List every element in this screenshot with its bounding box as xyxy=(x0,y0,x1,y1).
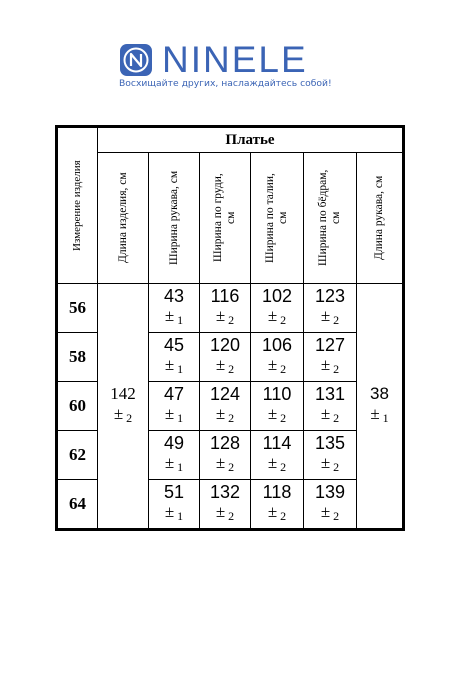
cell-tolerance xyxy=(304,355,356,379)
plus-minus-sign: ± xyxy=(320,306,331,325)
cell-tolerance xyxy=(251,453,303,477)
table-title: Платье xyxy=(98,128,403,153)
cell-value: 45 xyxy=(163,335,185,355)
tolerance-value: 2 xyxy=(280,362,287,376)
tolerance-value: 1 xyxy=(177,509,184,523)
table-cell xyxy=(251,431,304,480)
cell-value: 106 xyxy=(261,335,293,355)
plus-minus-sign: ± xyxy=(320,404,331,423)
tolerance-value: 1 xyxy=(382,411,389,425)
cell-tolerance xyxy=(149,404,199,428)
plus-minus-sign: ± xyxy=(267,306,278,325)
cell-value: 142 xyxy=(110,384,136,403)
cell-tolerance xyxy=(149,453,199,477)
table-cell xyxy=(149,382,200,431)
tolerance-value: 2 xyxy=(280,313,287,327)
cell-tolerance xyxy=(200,453,250,477)
plus-minus-sign: ± xyxy=(164,355,175,374)
corner-header xyxy=(58,128,98,284)
size-label: 60 xyxy=(58,382,98,431)
size-table xyxy=(57,127,403,529)
tolerance-value: 2 xyxy=(228,362,235,376)
cell-value: 139 xyxy=(314,482,346,502)
tolerance-value: 2 xyxy=(280,411,287,425)
cell-tolerance xyxy=(98,404,148,428)
column-header xyxy=(251,153,304,284)
plus-minus-sign: ± xyxy=(215,355,226,374)
table-cell xyxy=(149,431,200,480)
size-label: 62 xyxy=(58,431,98,480)
cell-tolerance xyxy=(200,502,250,526)
plus-minus-sign: ± xyxy=(215,502,226,521)
brand-tagline: Восхищайте других, наслаждайтесь собой! xyxy=(119,78,332,89)
cell-value: 124 xyxy=(209,384,241,404)
tolerance-value: 2 xyxy=(280,509,287,523)
plus-minus-sign: ± xyxy=(267,502,278,521)
plus-minus-sign: ± xyxy=(370,404,380,423)
table-cell xyxy=(200,284,251,333)
table-cell xyxy=(251,480,304,529)
cell-tolerance xyxy=(200,404,250,428)
table-cell xyxy=(200,431,251,480)
tolerance-value: 1 xyxy=(177,313,184,327)
brand-logo xyxy=(118,39,348,92)
table-cell xyxy=(251,333,304,382)
tolerance-value: 2 xyxy=(228,411,235,425)
tolerance-value: 2 xyxy=(126,411,133,425)
column-header xyxy=(357,153,403,284)
brand-name: NINELE xyxy=(162,39,308,80)
cell-tolerance xyxy=(251,306,303,330)
plus-minus-sign: ± xyxy=(215,404,226,423)
table-cell xyxy=(304,480,357,529)
plus-minus-sign: ± xyxy=(164,502,175,521)
plus-minus-sign: ± xyxy=(164,404,175,423)
cell-tolerance xyxy=(149,306,199,330)
corner-label: Измерение изделия xyxy=(71,160,83,251)
table-cell xyxy=(200,480,251,529)
table-cell xyxy=(251,382,304,431)
plus-minus-sign: ± xyxy=(215,453,226,472)
cell-tolerance xyxy=(200,306,250,330)
tolerance-value: 2 xyxy=(280,460,287,474)
table-cell xyxy=(304,382,357,431)
cell-tolerance xyxy=(304,404,356,428)
table-cell xyxy=(251,284,304,333)
table-cell xyxy=(149,333,200,382)
cell-value: 135 xyxy=(314,433,346,453)
cell-value: 110 xyxy=(262,384,292,404)
plus-minus-sign: ± xyxy=(267,404,278,423)
table-cell xyxy=(200,382,251,431)
plus-minus-sign: ± xyxy=(320,502,331,521)
cell-tolerance xyxy=(149,355,199,379)
tolerance-value: 1 xyxy=(177,411,184,425)
tolerance-value: 2 xyxy=(228,313,235,327)
cell-value: 131 xyxy=(314,384,346,404)
column-header-label: Ширина по талии, см xyxy=(264,173,289,263)
tolerance-value: 2 xyxy=(333,313,340,327)
tolerance-value: 2 xyxy=(333,460,340,474)
plus-minus-sign: ± xyxy=(113,404,124,423)
column-header-label: Длина рукава, см xyxy=(373,175,385,261)
size-label: 58 xyxy=(58,333,98,382)
tolerance-value: 1 xyxy=(177,460,184,474)
cell-value: 127 xyxy=(314,335,346,355)
size-label: 56 xyxy=(58,284,98,333)
cell-value: 43 xyxy=(163,286,185,306)
table-cell xyxy=(304,284,357,333)
size-label: 64 xyxy=(58,480,98,529)
cell-value: 123 xyxy=(314,286,346,306)
tolerance-value: 2 xyxy=(333,509,340,523)
cell-value: 116 xyxy=(210,286,240,306)
cell-tolerance xyxy=(251,404,303,428)
column-header-label: Ширина по бёдрам, см xyxy=(317,169,342,267)
cell-tolerance xyxy=(304,502,356,526)
table-cell xyxy=(304,333,357,382)
column-header-label: Ширина рукава, см xyxy=(167,170,180,266)
tolerance-value: 1 xyxy=(177,362,184,376)
column-header xyxy=(200,153,251,284)
cell-value: 49 xyxy=(163,433,185,453)
column-header xyxy=(98,153,149,284)
cell-value: 128 xyxy=(209,433,241,453)
cell-value: 38 xyxy=(370,384,389,403)
column-header xyxy=(304,153,357,284)
cell-value: 114 xyxy=(262,433,292,453)
cell-tolerance xyxy=(251,355,303,379)
plus-minus-sign: ± xyxy=(164,306,175,325)
table-row xyxy=(58,284,403,333)
cell-tolerance xyxy=(304,453,356,477)
table-cell xyxy=(149,284,200,333)
ninele-logo-icon xyxy=(120,44,152,76)
cell-tolerance xyxy=(200,355,250,379)
plus-minus-sign: ± xyxy=(164,453,175,472)
column-header-label: Ширина по груди, см xyxy=(212,173,237,263)
cell-value: 120 xyxy=(209,335,241,355)
cell-value: 118 xyxy=(262,482,292,502)
cell-value: 132 xyxy=(209,482,241,502)
plus-minus-sign: ± xyxy=(320,355,331,374)
plus-minus-sign: ± xyxy=(320,453,331,472)
tolerance-value: 2 xyxy=(228,460,235,474)
sleeve-length-cell xyxy=(357,284,403,529)
column-header-label: Длина изделия, см xyxy=(116,172,129,264)
tolerance-value: 2 xyxy=(333,362,340,376)
cell-value: 102 xyxy=(261,286,293,306)
table-cell xyxy=(200,333,251,382)
tolerance-value: 2 xyxy=(228,509,235,523)
table-cell xyxy=(149,480,200,529)
cell-tolerance xyxy=(304,306,356,330)
plus-minus-sign: ± xyxy=(215,306,226,325)
length-cell xyxy=(98,284,149,529)
plus-minus-sign: ± xyxy=(267,355,278,374)
plus-minus-sign: ± xyxy=(267,453,278,472)
cell-value: 51 xyxy=(163,482,185,502)
cell-tolerance xyxy=(251,502,303,526)
cell-value: 47 xyxy=(163,384,185,404)
tolerance-value: 2 xyxy=(333,411,340,425)
table-cell xyxy=(304,431,357,480)
column-header xyxy=(149,153,200,284)
cell-tolerance xyxy=(149,502,199,526)
cell-tolerance xyxy=(357,404,402,428)
